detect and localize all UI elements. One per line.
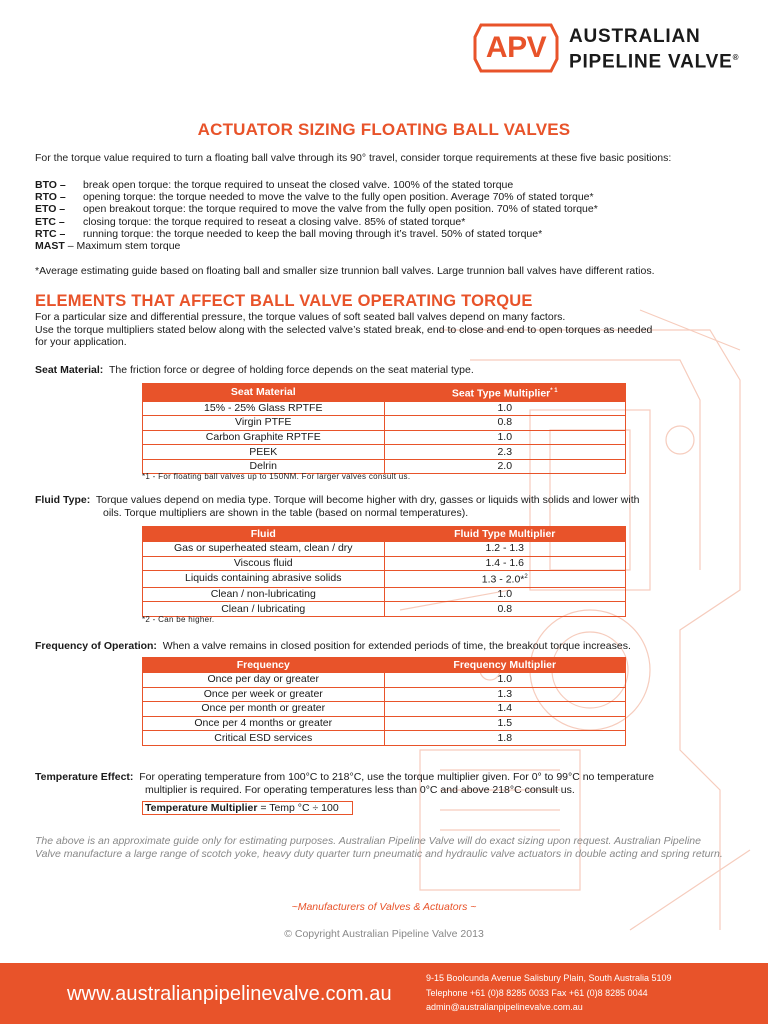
table-cell: 2.0 — [384, 459, 626, 474]
table-row — [143, 673, 626, 688]
frequency-paragraph — [35, 640, 735, 653]
table-cell: 1.0 — [384, 430, 626, 445]
temperature-multiplier-label: Temperature Multiplier — [145, 802, 258, 814]
fluid-type-table — [142, 526, 626, 617]
logo-name-line1: AUSTRALIAN — [569, 26, 701, 47]
definition-text: opening torque: the torque needed to move the valve to the fully open position. Average 70% of stated torque* — [83, 191, 594, 204]
table-cell: 0.8 — [384, 602, 626, 617]
frequency-text: When a valve remains in closed position for extended periods of time, the breakout torque increases. — [162, 640, 631, 652]
table-cell: 1.4 — [384, 702, 626, 717]
temperature-multiplier-formula: = Temp °C ÷ 100 — [260, 802, 339, 814]
table-cell: Viscous fluid — [143, 556, 385, 571]
table-cell: Virgin PTFE — [143, 416, 385, 431]
table-cell: Gas or superheated steam, clean / dry — [143, 542, 385, 557]
fluid-type-label: Fluid Type: — [35, 494, 91, 506]
elements-line: For a particular size and differential pressure, the torque values of soft seated ball valves depend on many factors. — [35, 311, 566, 323]
page-title: ACTUATOR SIZING FLOATING BALL VALVES — [197, 120, 571, 139]
table-row — [143, 687, 626, 702]
definition-row — [35, 216, 735, 228]
table-row — [143, 542, 626, 557]
table-cell: 0.8 — [384, 416, 626, 431]
seat-material-text: The friction force or degree of holding force depends on the seat material type. — [108, 364, 474, 376]
fluid-footnote: *2 - Can be higher. — [142, 615, 215, 624]
logo-badge-text: APV — [485, 31, 547, 64]
table-cell: Liquids containing abrasive solids — [143, 571, 385, 588]
seat-material-paragraph — [35, 364, 735, 377]
contact-details — [426, 971, 672, 1015]
table-cell: Once per month or greater — [143, 702, 385, 717]
table-header: Fluid — [143, 527, 385, 542]
table-row — [143, 556, 626, 571]
estimating-note: *Average estimating guide based on floating ball and smaller size trunnion ball valves. Large trunnion ball valves have different ratios. — [35, 265, 655, 277]
seat-material-label: Seat Material: — [35, 364, 104, 376]
table-cell: Once per day or greater — [143, 673, 385, 688]
frequency-label: Frequency of Operation: — [35, 640, 157, 652]
torque-definitions — [35, 179, 735, 252]
seat-material-table — [142, 383, 626, 474]
fluid-type-paragraph — [35, 494, 735, 520]
table-row — [143, 731, 626, 746]
definition-term: ETO – — [35, 203, 66, 216]
table-header: Frequency — [143, 658, 385, 673]
table-row — [143, 602, 626, 617]
table-header-row — [143, 384, 626, 402]
table-row — [143, 716, 626, 731]
table-cell: Once per 4 months or greater — [143, 716, 385, 731]
definition-text: closing torque: the torque required to reseat a closing valve. 85% of stated torque* — [83, 215, 466, 228]
table-cell: Carbon Graphite RPTFE — [143, 430, 385, 445]
definition-term: ETC – — [35, 215, 65, 228]
definition-term: BTO – — [35, 179, 66, 191]
footnote-marker: * 1 — [550, 388, 558, 394]
table-header: Frequency Multiplier — [384, 658, 626, 673]
definition-text: break open torque: the torque required to unseat the closed valve. 100% of the stated torque — [83, 179, 514, 191]
temperature-text: For operating temperature from 100°C to 218°C, use the torque multiplier given. For 0° to 99°C no temperature — [139, 771, 654, 783]
intro-text: For the torque value required to turn a floating ball valve through its 90° travel, consider torque requirements at these five basic positions: — [35, 152, 672, 164]
logo-name-line2: PIPELINE VALVE® — [569, 51, 740, 73]
temperature-text-line2: multiplier is required. For operating temperatures less than 0°C and above 218°C consult us. — [145, 784, 575, 796]
phone-fax: Telephone +61 (0)8 8285 0033 Fax +61 (0)8 8285 0044 — [426, 987, 648, 998]
temperature-multiplier-box — [142, 801, 353, 815]
table-cell: 1.4 - 1.6 — [384, 556, 626, 571]
logo-company-name — [569, 26, 739, 72]
fluid-type-text: Torque values depend on media type. Torque will become higher with dry, gasses or liquids with solids and lower with — [95, 494, 640, 506]
table-header: Fluid Type Multiplier — [384, 527, 626, 542]
table-header: Seat Type Multiplier$^{* 1}$ — [384, 384, 626, 402]
definition-row — [35, 191, 735, 203]
table-header: Seat Material — [143, 384, 385, 402]
definition-row — [35, 179, 735, 191]
table-cell: 1.8 — [384, 731, 626, 746]
table-cell: Delrin — [143, 459, 385, 474]
fluid-type-text-line2: oils. Torque multipliers are shown in the table (based on normal temperatures). — [103, 507, 469, 519]
temperature-label: Temperature Effect: — [35, 771, 134, 783]
temperature-paragraph — [35, 771, 735, 797]
table-cell: Clean / lubricating — [143, 602, 385, 617]
table-row — [143, 416, 626, 431]
table-row — [143, 430, 626, 445]
copyright: © Copyright Australian Pipeline Valve 2013 — [284, 928, 484, 940]
elements-heading: ELEMENTS THAT AFFECT BALL VALVE OPERATING TORQUE — [35, 292, 533, 310]
table-cell: 1.2 - 1.3 — [384, 542, 626, 557]
footer-bar — [0, 963, 768, 1024]
table-header-row — [143, 658, 626, 673]
table-row — [143, 401, 626, 416]
table-cell: Once per week or greater — [143, 687, 385, 702]
disclaimer-text: The above is an approximate guide only for estimating purposes. Australian Pipeline Valve will do exact sizing upon request. Australian Pipeline Valve manufacture a large range of scotch yoke, heavy duty quarter turn pneumatic and hydraulic valve actuators in double acting and spring return. — [35, 835, 723, 860]
table-cell: 1.3 — [384, 687, 626, 702]
definition-text: – Maximum stem torque — [67, 239, 181, 252]
definition-text: running torque: the torque needed to keep the ball moving through it’s travel. 50% of stated torque* — [83, 227, 543, 240]
table-cell: PEEK — [143, 445, 385, 460]
table-row — [143, 571, 626, 588]
table-cell: 15% - 25% Glass RPTFE — [143, 401, 385, 416]
table-cell: 1.0 — [384, 673, 626, 688]
address: 9-15 Boolcunda Avenue Salisbury Plain, South Australia 5109 — [426, 973, 672, 983]
table-cell: 1.0 — [384, 401, 626, 416]
table-row — [143, 587, 626, 602]
elements-text — [35, 311, 735, 349]
company-logo — [473, 22, 758, 74]
frequency-table — [142, 657, 626, 746]
tagline: ~Manufacturers of Valves & Actuators ~ — [291, 901, 477, 913]
definition-term: RTO – — [35, 191, 66, 204]
definition-term: RTC – — [35, 227, 66, 240]
email-link[interactable]: admin@australianpipelinevalve.com.au — [426, 1002, 583, 1012]
definition-row — [35, 240, 735, 252]
table-row — [143, 445, 626, 460]
definition-term: MAST — [35, 239, 65, 252]
registered-mark: ® — [732, 53, 740, 62]
table-header-row — [143, 527, 626, 542]
table-cell: 1.3 - 2.0*$^2$ — [384, 571, 626, 588]
definition-row — [35, 228, 735, 240]
seat-footnote: *1 - For floating ball valves up to 150NM. For larger valves consult us. — [142, 472, 411, 481]
table-cell: Critical ESD services — [143, 731, 385, 746]
definition-text: open breakout torque: the torque required to move the valve from the fully open position. 70% of stated torque* — [83, 203, 598, 216]
footnote-marker: 2 — [524, 574, 528, 581]
elements-line: for your application. — [35, 336, 127, 348]
table-cell: 1.5 — [384, 716, 626, 731]
table-cell: Clean / non-lubricating — [143, 587, 385, 602]
definition-row — [35, 203, 735, 215]
website-link[interactable]: www.australianpipelinevalve.com.au — [67, 983, 392, 1005]
table-row — [143, 702, 626, 717]
elements-line: Use the torque multipliers stated below along with the selected valve’s stated break, end to close and end to open torques as needed — [35, 323, 653, 336]
table-cell: 2.3 — [384, 445, 626, 460]
table-cell: 1.0 — [384, 587, 626, 602]
